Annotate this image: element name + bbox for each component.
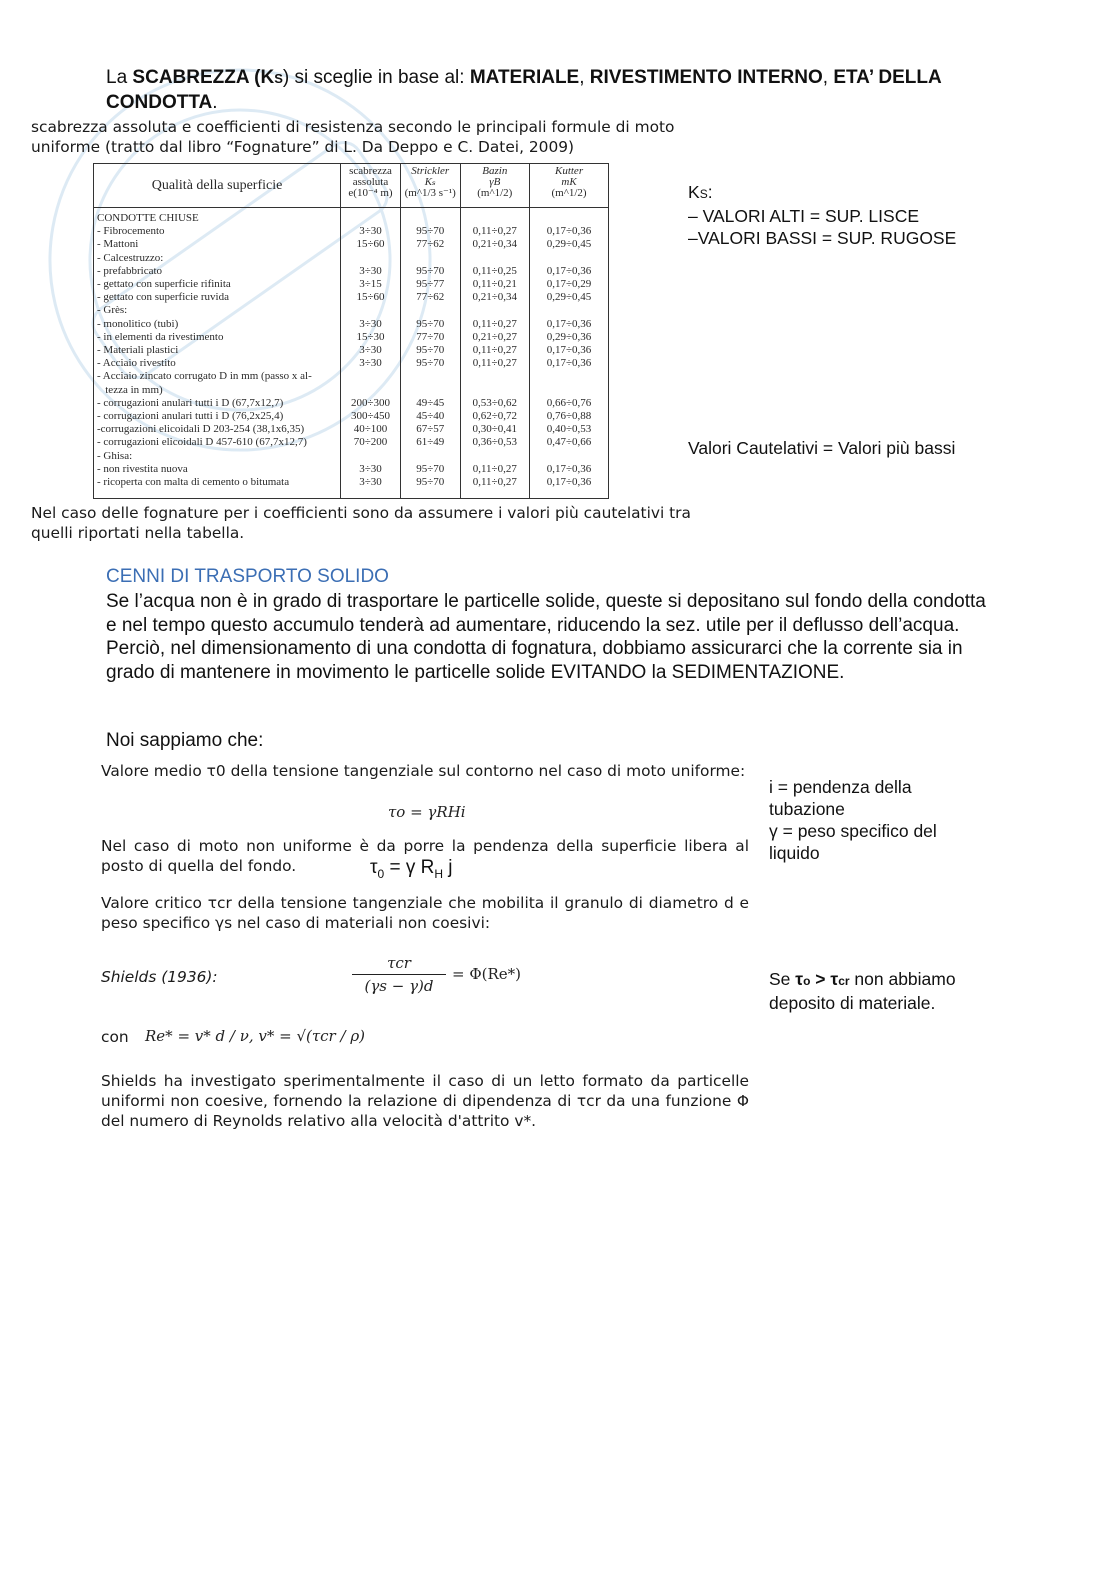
table-cell-line: - in elementi da rivestimento — [97, 330, 224, 343]
header-line: Kutter — [554, 165, 584, 177]
ks-colon: : — [707, 182, 713, 202]
intro-text: . — [212, 92, 218, 113]
table-cell-line: - Acciaio rivestito — [97, 357, 176, 370]
header-line: (m^1/2) — [551, 187, 587, 199]
table-cell-line: 0,11÷0,21 — [472, 278, 517, 291]
fraction-denominator: (γs − γ)d — [364, 977, 434, 995]
header-line: mK — [561, 176, 577, 188]
table-cell-line: 70÷200 — [353, 436, 388, 449]
intro-bold-scabrezza: SCABREZZA — [132, 67, 249, 88]
table-cell-line: 45÷40 — [416, 410, 445, 423]
table-cell-line: 95÷70 — [416, 264, 445, 277]
table-cell-line — [344, 304, 397, 317]
table-cell-line: 95÷70 — [416, 462, 445, 475]
table-cell-line — [404, 252, 457, 265]
table-cell-line: 0,17÷0,36 — [546, 225, 592, 238]
table-cell-line: 0,29÷0,36 — [546, 330, 592, 343]
table-cell-line: - corrugazioni anulari tutti i D (67,7x12,7) — [97, 396, 284, 409]
table-cell-line — [344, 450, 397, 463]
intro-ks-sub: S — [274, 71, 283, 86]
table-cell-line: tezza in mm) — [97, 383, 163, 396]
table-cell-line: 15÷60 — [356, 238, 385, 251]
con-label: con — [101, 1028, 129, 1046]
table-cell-line: 0,17÷0,36 — [546, 344, 592, 357]
formula-text: = γ R — [384, 857, 435, 878]
table-cell-line — [533, 252, 605, 265]
formula-tau-uniform: τo = γRHi — [388, 803, 466, 821]
table-cell-line: - Ghisa: — [97, 449, 133, 462]
table-cell-line: 77÷62 — [416, 238, 445, 251]
intro-text: , — [579, 67, 590, 88]
table-cell-line: 0,17÷0,29 — [546, 278, 592, 291]
table-cell-line: - Acciaio zincato corrugato D in mm (passo x al- — [97, 370, 312, 383]
header-line: (m^1/2) — [477, 187, 513, 199]
table-caption-bottom: Nel caso delle fognature per i coefficienti sono da assumere i valori più cautelativi tra quelli riportati nella tabella. — [31, 504, 691, 542]
table-cell-line: - corrugazioni anulari tutti i D (76,2x25,4) — [97, 410, 284, 423]
table-cell-line: 0,53÷0,62 — [472, 396, 518, 409]
header-kutter — [530, 164, 609, 208]
intro-text: La — [106, 67, 133, 88]
table-cell-line: 49÷45 — [416, 396, 445, 409]
section-heading: CENNI DI TRASPORTO SOLIDO — [106, 566, 389, 587]
table-cell-line: - ricoperta con malta di cemento o bitumata — [97, 476, 290, 489]
table-cell-line: 0,66÷0,76 — [546, 396, 592, 409]
header-line: (m^1/3 s⁻¹) — [404, 187, 456, 199]
shields-rhs: = Φ(Re*) — [452, 965, 522, 983]
table-cell-line: - Mattoni — [97, 238, 139, 251]
table-cell-line — [533, 450, 605, 463]
side-note-definitions — [769, 776, 969, 864]
header-line: Kₛ — [424, 176, 436, 188]
table-cell-line — [404, 304, 457, 317]
table-cell-line: - gettato con superficie rifinita — [97, 278, 231, 291]
roughness-table — [93, 163, 609, 499]
table-cell-line: 95÷70 — [416, 225, 445, 238]
table-cell-line: - prefabbricato — [97, 264, 163, 277]
table-cell-line: - Fibrocemento — [97, 225, 165, 238]
intro-bold-eta: ETA’ DELLA CONDOTTA — [106, 67, 941, 113]
table-cell-line — [533, 304, 605, 317]
table-cell-line: 0,11÷0,27 — [472, 357, 517, 370]
table-cell-line: - corrugazioni elicoidali D 457-610 (67,7x12,7) — [97, 436, 307, 449]
table-cell-line: 0,76÷0,88 — [546, 410, 592, 423]
table-cell-line: 0,17÷0,36 — [546, 264, 592, 277]
formula-tau-nonuniform — [370, 857, 453, 881]
ks-note-high: – VALORI ALTI = SUP. LISCE — [688, 206, 920, 226]
body-paragraphs — [106, 590, 996, 684]
table-caption-top: scabrezza assoluta e coefficienti di resistenza secondo le principali formule di moto uniforme (tratto dal libro “Fognature” di L. Da Deppo e C. Datei, 2009) — [31, 118, 675, 156]
table-cell-line — [464, 384, 527, 397]
header-qualita: Qualità della superficie — [94, 164, 341, 208]
table-cell-line: -corrugazioni elicoidali D 203-254 (38,1x6,35) — [97, 423, 305, 436]
table-cell-line — [464, 450, 527, 463]
table-cell-line: 77÷70 — [416, 330, 445, 343]
header-bazin — [460, 164, 530, 208]
table-cell-line — [404, 212, 457, 225]
cond-text: Se — [769, 969, 796, 989]
header-line: γB — [489, 176, 501, 188]
table-cell-line: - gettato con superficie ruvida — [97, 291, 229, 304]
intro-text: ) si sceglie in base al: — [282, 67, 470, 88]
ks-note — [688, 181, 956, 249]
col-bazin — [460, 208, 530, 499]
table-cell-line — [533, 212, 605, 225]
table-cell-line — [344, 212, 397, 225]
table-cell-line: - non rivestita nuova — [97, 462, 188, 475]
side-note-condition — [769, 968, 989, 1014]
table-cell-line: 15÷30 — [356, 330, 385, 343]
cond-text: non abbiamo deposito di materiale. — [769, 969, 956, 1013]
table-cell-line: 95÷70 — [416, 476, 445, 489]
table-cell-line: 0,36÷0,53 — [472, 436, 518, 449]
table-cell-line: 3÷30 — [359, 317, 382, 330]
table-cell-line: 0,21÷0,34 — [472, 238, 518, 251]
table-cell-line: 0,11÷0,27 — [472, 462, 517, 475]
paragraph-deposit: Se l’acqua non è in grado di trasportare le particelle solide, queste si depositano sul fondo della condotta e nel tempo questo accumulo tenderà ad aumentare, riducendo la sez. utile per il deflusso dell’acqua. — [106, 591, 986, 636]
table-cell-line: 0,21÷0,34 — [472, 291, 518, 304]
table-cell-line: 0,11÷0,27 — [472, 476, 517, 489]
noi-sappiamo: Noi sappiamo che: — [106, 730, 264, 751]
table-cell-line: 95÷77 — [416, 278, 445, 291]
table-cell-line: 200÷300 — [350, 396, 391, 409]
reynolds-formula: Re* = v* d / ν, v* = √(τcr / ρ) — [145, 1027, 365, 1045]
ks-label-sub: S — [699, 187, 708, 201]
paragraph-dimensioning: Perciò, nel dimensionamento di una condotta di fognatura, dobbiamo assicurarci che la corrente sia in grado di mantenere in movimento le particelle solide EVITANDO la SEDIMENTAZIONE. — [106, 638, 963, 683]
table-cell-line: 0,11÷0,25 — [472, 264, 517, 277]
table-cell-line: 77÷62 — [416, 291, 445, 304]
intro-text: , — [822, 67, 834, 88]
table-cell-line — [464, 370, 527, 383]
header-scabrezza — [341, 164, 401, 208]
table-cell-line: 95÷70 — [416, 317, 445, 330]
table-cell-line: 3÷30 — [359, 344, 382, 357]
table-cell-line: - Grès: — [97, 304, 128, 317]
header-line: e(10⁻⁴ m) — [348, 187, 393, 199]
table-cell-line — [464, 252, 527, 265]
table-cell-line: 15÷60 — [356, 291, 385, 304]
table-cell-line — [464, 304, 527, 317]
table-cell-line — [404, 384, 457, 397]
table-cell-line: 0,17÷0,36 — [546, 476, 592, 489]
col-strickler — [400, 208, 460, 499]
col-scabrezza — [341, 208, 401, 499]
table-cell-line: 3÷30 — [359, 462, 382, 475]
cond-gt: > — [810, 969, 831, 989]
table-cell-line: 0,11÷0,27 — [472, 317, 517, 330]
table-cell-line: 3÷30 — [359, 357, 382, 370]
fraction-numerator: τcr — [352, 954, 446, 975]
block-p4: Shields ha investigato sperimentalmente il caso di un letto formato da particelle uniformi non coesive, fornendo la relazione di dipendenza di τcr da una funzione Φ del numero di Reynolds relativo alla velocità d'attrito v*. — [101, 1072, 749, 1130]
header-line: Strickler — [411, 165, 450, 177]
table-cell-line: 300÷450 — [350, 410, 391, 423]
table-cell-line: 0,17÷0,36 — [546, 317, 592, 330]
table-cell-line: 0,30÷0,41 — [472, 423, 518, 436]
table-cell-line: 3÷30 — [359, 225, 382, 238]
table-cell-line: 0,11÷0,27 — [472, 344, 517, 357]
table-cell-line: 0,47÷0,66 — [546, 436, 592, 449]
def-peso-specifico: γ = peso specifico del liquido — [769, 821, 937, 863]
table-cell-line: 3÷15 — [359, 278, 382, 291]
table-cell-line — [404, 370, 457, 383]
table-cell-line: 95÷70 — [416, 344, 445, 357]
table-cell-line: 67÷57 — [416, 423, 445, 436]
intro-bold-materiale: MATERIALE — [469, 67, 580, 88]
table-cell-line: 0,62÷0,72 — [472, 410, 518, 423]
tau-cr-sub: cr — [838, 974, 850, 988]
col-quality — [94, 208, 341, 499]
table-cell-line — [344, 384, 397, 397]
table-cell-line: - Calcestruzzo: — [97, 251, 164, 264]
block-p3: Valore critico τcr della tensione tangenziale che mobilita il granulo di diametro d e peso specifico γs nel caso di materiali non coesivi: — [101, 894, 749, 932]
table-cell-line — [464, 212, 527, 225]
table-cell-line: 61÷49 — [416, 436, 445, 449]
table-cell-line: 40÷100 — [353, 423, 388, 436]
table-cell-line — [344, 370, 397, 383]
block-p1: Valore medio τ0 della tensione tangenziale sul contorno nel caso di moto uniforme: — [101, 762, 746, 780]
table-cell-line: 0,29÷0,45 — [546, 238, 592, 251]
intro-ks: (K — [248, 67, 275, 88]
ks-label: K — [688, 182, 700, 202]
table-cell-line: 0,11÷0,27 — [472, 225, 517, 238]
table-cell-line: CONDOTTE CHIUSE — [97, 212, 199, 224]
shields-label: Shields (1936): — [101, 968, 218, 986]
table-cell-line — [533, 384, 605, 397]
table-cell-line: - monolitico (tubi) — [97, 317, 179, 330]
header-line: scabrezza — [349, 165, 392, 177]
col-kutter — [530, 208, 609, 499]
table-cell-line: 95÷70 — [416, 357, 445, 370]
table-cell-line: 0,17÷0,36 — [546, 357, 592, 370]
table-cell-line: 0,40÷0,53 — [546, 423, 592, 436]
header-line: assoluta — [352, 176, 389, 188]
tau-symbol: τ — [370, 857, 378, 878]
table-cell-line: 0,21÷0,27 — [472, 330, 518, 343]
table-cell-line: 3÷30 — [359, 476, 382, 489]
intro-bold-rivestimento: RIVESTIMENTO INTERNO — [589, 67, 823, 88]
ks-note-low: –VALORI BASSI = SUP. RUGOSE — [688, 228, 957, 248]
table-cell-line: 3÷30 — [359, 264, 382, 277]
table-cell-line: 0,17÷0,36 — [546, 462, 592, 475]
cautelativi-note: Valori Cautelativi = Valori più bassi — [688, 438, 956, 458]
tau-subscript: 0 — [377, 866, 385, 881]
tau-o: τ — [795, 969, 804, 989]
def-pendenza: i = pendenza della tubazione — [769, 777, 912, 819]
formula-text: j — [443, 857, 453, 878]
header-line: Bazin — [482, 165, 508, 177]
header-strickler — [400, 164, 460, 208]
table-cell-line — [344, 252, 397, 265]
table-cell-line — [404, 450, 457, 463]
tau-o-sub: o — [803, 974, 811, 988]
tau-cr: τ — [830, 969, 839, 989]
table-cell-line: - Materiali plastici — [97, 344, 179, 357]
formula-subscript: H — [434, 866, 444, 881]
block-p2: Nel caso di moto non uniforme è da porre la pendenza della superficie libera al posto di quella del fondo. — [101, 837, 749, 875]
table-cell-line: 0,29÷0,45 — [546, 291, 592, 304]
table-cell-line — [533, 370, 605, 383]
shields-fraction — [352, 954, 446, 995]
intro-paragraph — [106, 66, 986, 115]
